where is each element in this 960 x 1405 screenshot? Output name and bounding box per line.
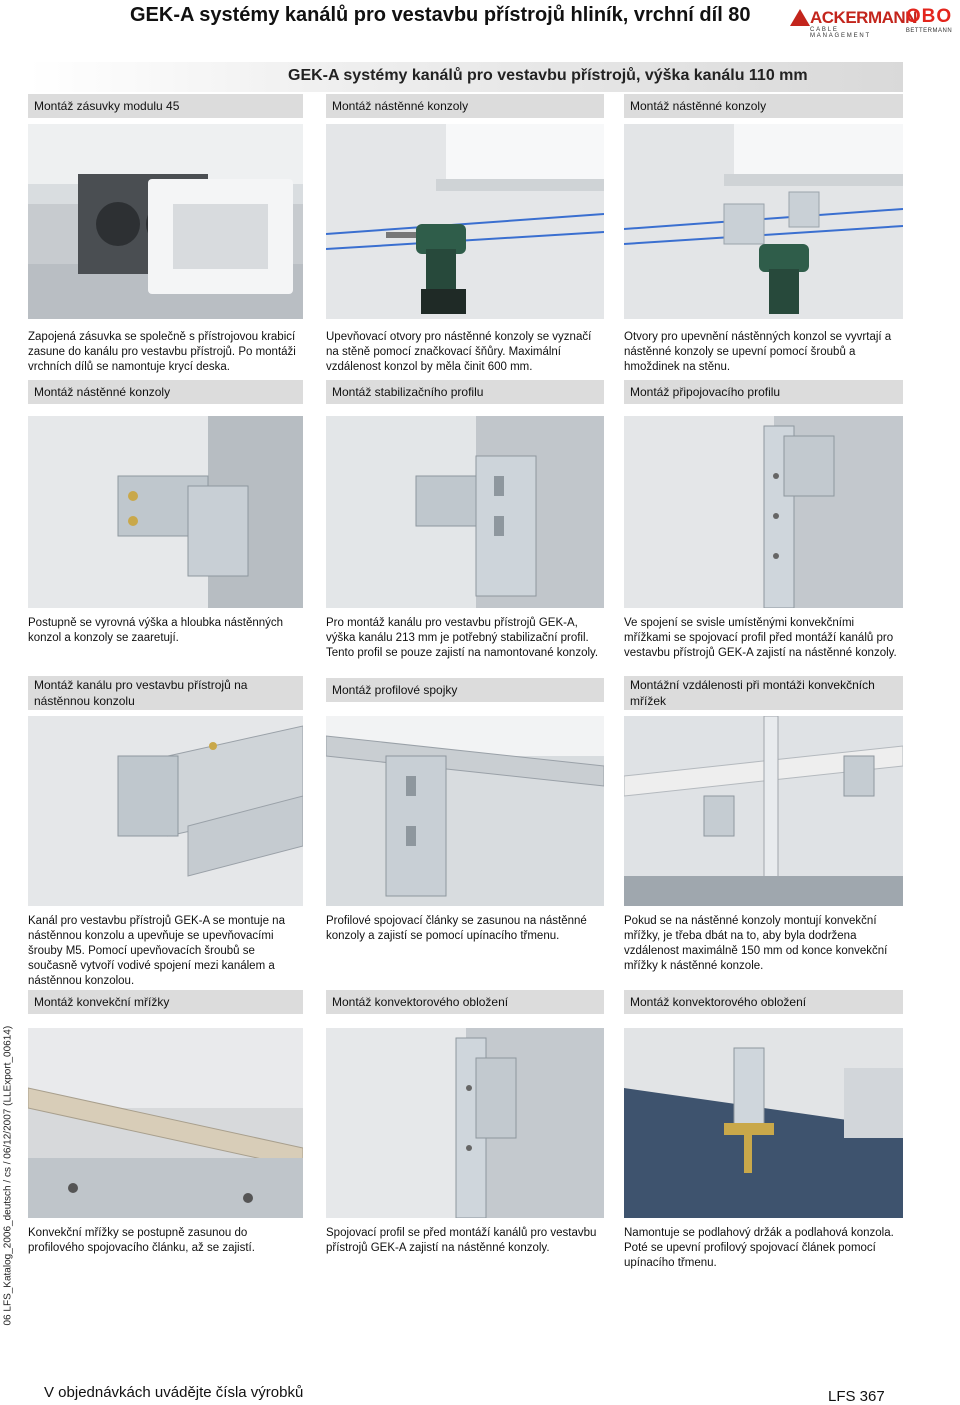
photo-connecting-profile-secure bbox=[326, 1028, 604, 1218]
step-heading: Montáž připojovacího profilu bbox=[624, 380, 903, 404]
photo-floor-holder bbox=[624, 1028, 903, 1218]
step-heading: Montáž nástěnné konzoly bbox=[28, 380, 303, 404]
photo-convection-grille bbox=[28, 1028, 303, 1218]
step-caption: Konvekční mřížky se postupně zasunou do profilového spojovacího článku, až se zajistí. bbox=[28, 1227, 255, 1254]
page-title: GEK-A systémy kanálů pro vestavbu přístrojů hliník, vrchní díl 80 bbox=[130, 4, 751, 26]
step-caption: Pokud se na nástěnné konzoly montují konvekční mřížky, je třeba dbát na to, aby byla dodržena vzdálenost maximálně 150 mm od konce konvekční mřížky k nástěnné konzole. bbox=[624, 915, 888, 972]
photo-marking-line bbox=[326, 124, 604, 319]
step-heading: Montáž konvekční mřížky bbox=[28, 990, 303, 1014]
step-caption: Postupně se vyrovná výška a hloubka nástěnných konzol a konzoly se zaaretují. bbox=[28, 617, 284, 644]
step-caption: Profilové spojovací články se zasunou na nástěnné konzoly a zajistí se pomocí upínacího třmenu. bbox=[326, 915, 587, 942]
ackermann-logo-word: ACKERMANN bbox=[810, 8, 917, 27]
photo-grille-distance bbox=[624, 716, 903, 906]
photo-profile-coupling bbox=[326, 716, 604, 906]
obo-logo-word: OBO bbox=[905, 6, 953, 27]
step-caption: Kanál pro vestavbu přístrojů GEK-A se montuje na nástěnnou konzolu a upevňuje se upevňovacími šrouby M5. Pomocí upevňovacích šroubů se současně vytvoří vodivé spojení mezi kanálem a nástěnnou konzolou. bbox=[28, 915, 285, 987]
step-heading: Montáž konvektorového obložení bbox=[624, 990, 903, 1014]
obo-logo bbox=[903, 6, 955, 36]
step-heading: Montážní vzdálenosti při montáži konvekčních mřížek bbox=[624, 676, 903, 710]
ackermann-logo-sub: CABLE MANAGEMENT bbox=[810, 27, 872, 39]
page-number: LFS 367 bbox=[828, 1388, 885, 1405]
step-heading: Montáž kanálu pro vestavbu přístrojů na nástěnnou konzolu bbox=[28, 676, 303, 710]
step-heading: Montáž konvektorového obložení bbox=[326, 990, 604, 1014]
photo-socket-module bbox=[28, 124, 303, 319]
step-caption: Pro montáž kanálu pro vestavbu přístrojů GEK-A, výška kanálu 213 mm je potřebný stabilizační profil. Tento profil se pouze zajistí na namontované konzoly. bbox=[326, 617, 599, 659]
step-caption: Upevňovací otvory pro nástěnné konzoly se vyznačí na stěně pomocí značkovací šňůry. Maximální vzdálenost konzol by měla činit 600 mm. bbox=[326, 331, 592, 373]
step-heading: Montáž nástěnné konzoly bbox=[624, 94, 903, 118]
step-caption: Otvory pro upevnění nástěnných konzol se vyvrtají a nástěnné konzoly se upevní pomocí šroubů a hmoždinek na stěnu. bbox=[624, 331, 892, 373]
step-heading: Montáž zásuvky modulu 45 bbox=[28, 94, 303, 118]
step-heading: Montáž profilové spojky bbox=[326, 678, 604, 702]
step-caption: Namontuje se podlahový držák a podlahová konzola. Poté se upevní profilový spojovací článek pomocí upínacího třmenu. bbox=[624, 1227, 894, 1269]
photo-channel-mount bbox=[28, 716, 303, 906]
side-catalog-ref: 06 LFS_Katalog_2006_deutsch / cs / 06/12/2007 (LLExport_00614) bbox=[2, 1025, 14, 1326]
step-heading: Montáž nástěnné konzoly bbox=[326, 94, 604, 118]
step-caption: Ve spojení se svisle umístěnými konvekčními mřížkami se spojovací profil před montáží kanálů pro vestavbu přístrojů GEK-A zajistí na nástěnné konzoly. bbox=[624, 617, 897, 659]
step-caption: Spojovací profil se před montáží kanálů pro vestavbu přístrojů GEK-A zajistí na nástěnné konzoly. bbox=[326, 1227, 597, 1254]
ackermann-mark-icon bbox=[790, 9, 810, 26]
section-title: GEK-A systémy kanálů pro vestavbu přístrojů, výška kanálu 110 mm bbox=[288, 67, 808, 84]
photo-stabilizer-profile bbox=[326, 416, 604, 608]
step-caption: Zapojená zásuvka se společně s přístrojovou krabicí zasune do kanálu pro vestavbu přístrojů. Po montáži vrchních dílů se namontuje krycí deska. bbox=[28, 331, 296, 373]
photo-connecting-profile bbox=[624, 416, 903, 608]
photo-bracket-adjust bbox=[28, 416, 303, 608]
footer-note: V objednávkách uvádějte čísla výrobků bbox=[44, 1384, 304, 1401]
photo-drilling-bracket bbox=[624, 124, 903, 319]
obo-logo-sub: BETTERMANN bbox=[905, 28, 953, 34]
ackermann-logo bbox=[788, 6, 917, 39]
step-heading: Montáž stabilizačního profilu bbox=[326, 380, 604, 404]
